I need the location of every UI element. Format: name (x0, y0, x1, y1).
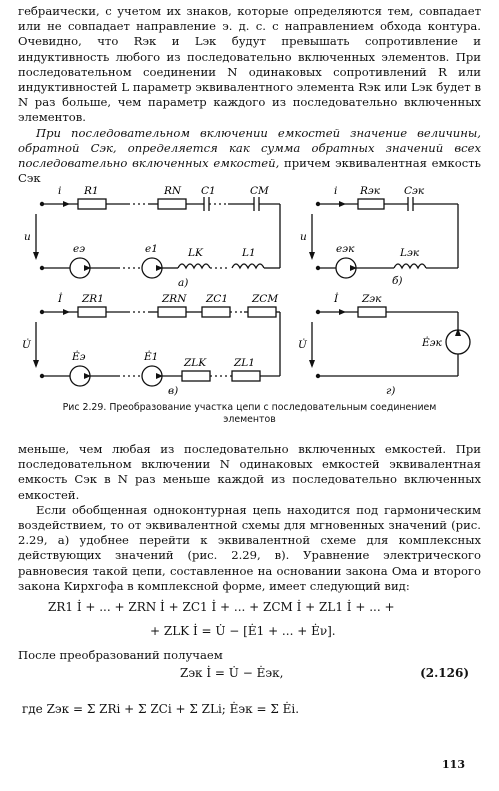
label-i-a: i (58, 185, 62, 197)
label-L1: L1 (242, 247, 256, 259)
figure-caption (20, 402, 479, 426)
label-E-e: Ėэ (72, 351, 86, 363)
capacitance-paragraph (18, 126, 481, 187)
label-C1: C1 (201, 185, 216, 197)
caption-line-2: элементов (223, 414, 276, 425)
label-ZLK: ZLK (184, 357, 207, 369)
caption-line-1: Рис 2.29. Преобразование участка цепи с последовательным соединением (62, 402, 437, 413)
label-Cek: Cэк (404, 185, 425, 197)
label-Lek: Lэк (400, 247, 420, 259)
label-fig-b: б) (392, 275, 403, 287)
label-ZL1: ZL1 (234, 357, 255, 369)
label-i-b: i (334, 185, 338, 197)
label-e-e: eэ (73, 243, 86, 255)
label-fig-v: в) (168, 385, 179, 397)
label-LK: LK (188, 247, 203, 259)
label-ZCM: ZCM (252, 293, 279, 305)
paragraph-main: Если обобщенная одноконтурная цепь находится под гармоническим воздействием, то от эквивалентной схемы для мгновенных значений (рис. 2.29, а) удобнее перейти к эквивалентной схеме для комплексных действующих значений (рис. 2.29, в). Уравнение электрического равновесия такой цепи, составленное на основании закона Ома и второго закона Кирхгофа в комплексной форме, имеет следующий вид: (18, 502, 481, 593)
after-transform-label: После преобразований получаем (18, 648, 223, 662)
label-eek: eэк (336, 243, 355, 255)
after-transform-text (18, 648, 481, 663)
equation-1-line-2: + ZLK İ = U̇ − [Ė1 + ... + Ėν]. (150, 624, 336, 638)
label-U-g: U̇ (298, 339, 307, 351)
label-Eek: Ėэк (422, 337, 442, 349)
where-definitions: где Zэк = Σ ZRi + Σ ZCi + Σ ZLi; Ėэк = Σ Ėi. (22, 702, 300, 716)
label-Zek: Zэк (362, 293, 382, 305)
equation-number: (2.126) (420, 666, 469, 680)
label-fig-g: г) (386, 385, 396, 397)
label-E1: Ė1 (144, 351, 159, 363)
label-ZR1: ZR1 (82, 293, 104, 305)
label-I-v: İ (58, 293, 63, 305)
top-paragraph (18, 4, 481, 186)
label-Rek: Rэк (360, 185, 381, 197)
figure-2-29 (18, 180, 481, 412)
label-ZRN: ZRN (162, 293, 187, 305)
label-CM: CM (250, 185, 269, 197)
equation-1-line-1: ZR1 İ + ... + ZRN İ + ZC1 İ + ... + ZCM İ + ZL1 İ + ... + (48, 600, 395, 614)
label-I-g: İ (334, 293, 339, 305)
label-u-a: u (24, 231, 31, 243)
equation-2: Zэк İ = U̇ − Ėэк, (180, 666, 284, 680)
capacitance-rule-italic: При последовательном включении емкостей значение величины, обратной Cэк, определяется как сумма обратных значений всех последовательно включенных емкостей, (18, 125, 481, 171)
label-R1: R1 (84, 185, 99, 197)
page-number: 113 (442, 758, 465, 771)
label-ZC1: ZC1 (206, 293, 229, 305)
paragraph-after-figure: меньше, чем любая из последовательно включенных емкостей. При последовательном включении N одинаковых емкостей эквивалентная емкость Cэк в N раз меньше каждой из последовательно включенных емкостей. (18, 442, 481, 502)
label-U-v: U̇ (22, 339, 31, 351)
label-e1: e1 (145, 243, 158, 255)
label-RN: RN (164, 185, 182, 197)
label-fig-a: а) (178, 277, 189, 289)
paragraph-continuation: гебраически, с учетом их знаков, которые определяются тем, совпадает или не совпадает направление э. д. с. с направлением обхода контура. Очевидно, что Rэк и Lэк будут превышать сопротивление и индуктивность любого из последовательно включенных элементов. При последовательном соединении N одинаковых сопротивлений R или индуктивностей L параметр эквивалентного элемента Rэк или Lэк будет в N раз больше, чем параметр каждого из последовательно включенных элементов. (18, 4, 481, 125)
after-figure-text (18, 442, 481, 594)
label-u-b: u (300, 231, 307, 243)
capacitance-rule-rest: причем эквивалентная емкость Cэк (18, 156, 481, 186)
